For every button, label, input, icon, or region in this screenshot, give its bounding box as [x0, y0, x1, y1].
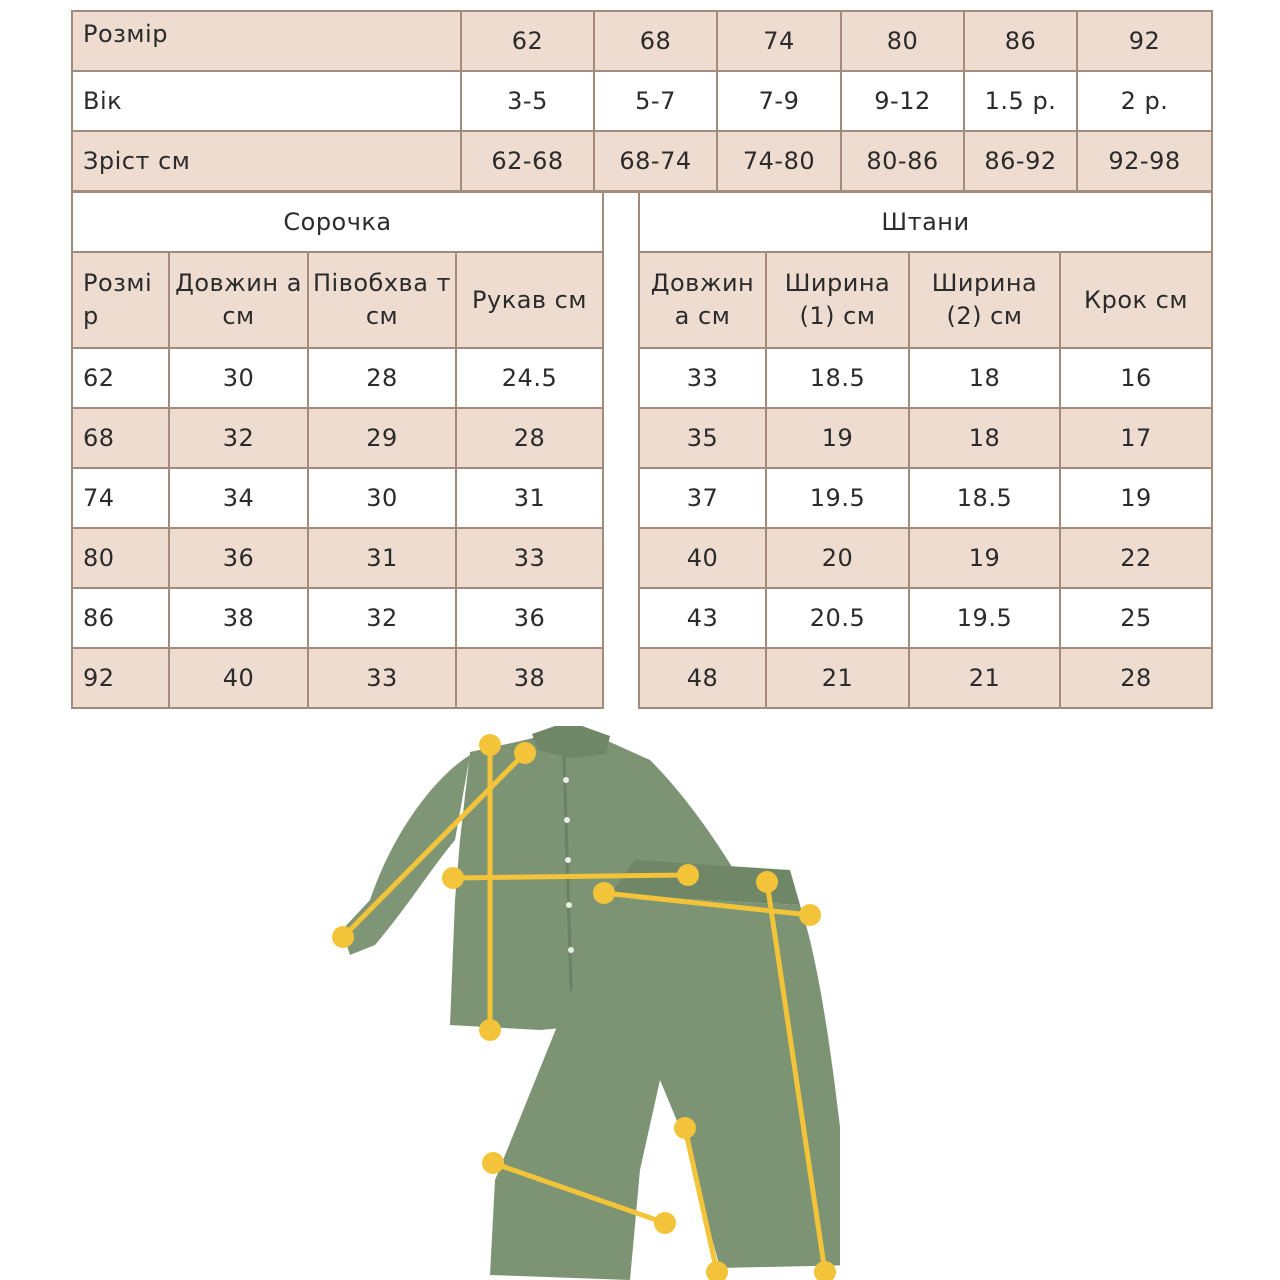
table-gap [603, 252, 639, 348]
marker-dot [593, 882, 615, 904]
age-cell: 7-9 [717, 71, 841, 131]
measurement-table [71, 251, 1213, 709]
shirt-sleeve-cell: 38 [456, 648, 603, 708]
table-gap [603, 408, 639, 468]
pants-crotch-cell: 19 [1060, 468, 1212, 528]
table-row [72, 468, 1212, 528]
pants-header-crotch: Крок см [1060, 252, 1212, 348]
size-row-label: Розмір [72, 11, 461, 71]
pants-crotch-cell: 22 [1060, 528, 1212, 588]
size-cell: 62 [461, 11, 594, 71]
pants-width-2-cell: 19 [909, 528, 1060, 588]
shirt-length-cell: 40 [169, 648, 308, 708]
height-row [72, 131, 1212, 191]
table-row [72, 588, 1212, 648]
marker-dot [332, 926, 354, 948]
shirt-header-size: Розмі р [72, 252, 169, 348]
table-gap [603, 348, 639, 408]
pants-header-length: Довжин а см [639, 252, 766, 348]
pants-width-1-cell: 20 [766, 528, 909, 588]
shirt-half-chest-cell: 28 [308, 348, 456, 408]
pants-length-cell: 37 [639, 468, 766, 528]
pants-length-cell: 35 [639, 408, 766, 468]
shirt-size-cell: 68 [72, 408, 169, 468]
pants-width-2-cell: 21 [909, 648, 1060, 708]
marker-dot [674, 1117, 696, 1139]
table-row [72, 648, 1212, 708]
shirt-half-chest-cell: 32 [308, 588, 456, 648]
height-cell: 86-92 [964, 131, 1077, 191]
shirt-header-length: Довжин а см [169, 252, 308, 348]
pants-section-title: Штани [639, 192, 1212, 252]
age-row-label: Вік [72, 71, 461, 131]
pants-crotch-cell: 17 [1060, 408, 1212, 468]
table-gap [603, 588, 639, 648]
shirt-button [564, 817, 570, 823]
shirt-section-title: Сорочка [72, 192, 603, 252]
age-row [72, 71, 1212, 131]
size-age-height-table [71, 10, 1213, 192]
shirt-length-cell: 38 [169, 588, 308, 648]
pants-width-1-cell: 20.5 [766, 588, 909, 648]
section-header-row [71, 191, 1213, 253]
shirt-left-sleeve [342, 755, 470, 955]
table-row [72, 408, 1212, 468]
marker-dot [677, 864, 699, 886]
pants-header-width-1: Ширина (1) см [766, 252, 909, 348]
marker-dot [654, 1212, 676, 1234]
shirt-sleeve-cell: 24.5 [456, 348, 603, 408]
shirt-size-cell: 86 [72, 588, 169, 648]
shirt-half-chest-cell: 31 [308, 528, 456, 588]
shirt-sleeve-cell: 36 [456, 588, 603, 648]
shirt-header-half-chest: Півобхва т см [308, 252, 456, 348]
shirt-chest-line [453, 875, 688, 878]
marker-dot [479, 1019, 501, 1041]
table-gap [603, 528, 639, 588]
shirt-sleeve-cell: 28 [456, 408, 603, 468]
height-cell: 62-68 [461, 131, 594, 191]
shirt-half-chest-cell: 33 [308, 648, 456, 708]
pants-length-cell: 40 [639, 528, 766, 588]
pants-width-1-cell: 18.5 [766, 348, 909, 408]
section-gap [603, 192, 639, 252]
garment-measurement-illustration [320, 720, 840, 1280]
marker-dot [756, 871, 778, 893]
pants-width-1-cell: 19.5 [766, 468, 909, 528]
size-cell: 74 [717, 11, 841, 71]
height-cell: 80-86 [841, 131, 964, 191]
size-cell: 80 [841, 11, 964, 71]
shirt-length-cell: 30 [169, 348, 308, 408]
age-cell: 9-12 [841, 71, 964, 131]
pants-crotch-cell: 28 [1060, 648, 1212, 708]
table-row [72, 348, 1212, 408]
height-cell: 74-80 [717, 131, 841, 191]
shirt-button [568, 947, 574, 953]
pants-width-1-cell: 19 [766, 408, 909, 468]
marker-dot [442, 867, 464, 889]
shirt-size-cell: 62 [72, 348, 169, 408]
shirt-sleeve-cell: 33 [456, 528, 603, 588]
marker-dot [799, 904, 821, 926]
shirt-size-cell: 74 [72, 468, 169, 528]
age-cell: 3-5 [461, 71, 594, 131]
pants-crotch-cell: 25 [1060, 588, 1212, 648]
size-cell: 86 [964, 11, 1077, 71]
pants-crotch-cell: 16 [1060, 348, 1212, 408]
marker-dot [482, 1152, 504, 1174]
shirt-half-chest-cell: 29 [308, 408, 456, 468]
measurement-header-row [72, 252, 1212, 348]
shirt-size-cell: 80 [72, 528, 169, 588]
height-cell: 68-74 [594, 131, 717, 191]
shirt-sleeve-cell: 31 [456, 468, 603, 528]
shirt-length-cell: 36 [169, 528, 308, 588]
height-cell: 92-98 [1077, 131, 1212, 191]
shirt-length-cell: 34 [169, 468, 308, 528]
pants-width-1-cell: 21 [766, 648, 909, 708]
size-row [72, 11, 1212, 71]
shirt-button [565, 857, 571, 863]
height-row-label: Зріст см [72, 131, 461, 191]
pants-length-cell: 48 [639, 648, 766, 708]
pants-length-cell: 43 [639, 588, 766, 648]
age-cell: 1.5 р. [964, 71, 1077, 131]
shirt-button [566, 902, 572, 908]
pants-width-2-cell: 19.5 [909, 588, 1060, 648]
age-cell: 2 р. [1077, 71, 1212, 131]
shirt-header-sleeve: Рукав см [456, 252, 603, 348]
table-gap [603, 468, 639, 528]
shirt-size-cell: 92 [72, 648, 169, 708]
shirt-half-chest-cell: 30 [308, 468, 456, 528]
pants-length-cell: 33 [639, 348, 766, 408]
pants-width-2-cell: 18 [909, 408, 1060, 468]
table-row [72, 528, 1212, 588]
shirt-length-cell: 32 [169, 408, 308, 468]
size-cell: 92 [1077, 11, 1212, 71]
pants-header-width-2: Ширина (2) см [909, 252, 1060, 348]
pants-width-2-cell: 18.5 [909, 468, 1060, 528]
table-gap [603, 648, 639, 708]
age-cell: 5-7 [594, 71, 717, 131]
shirt-button [563, 777, 569, 783]
pants-width-2-cell: 18 [909, 348, 1060, 408]
marker-dot [514, 742, 536, 764]
size-cell: 68 [594, 11, 717, 71]
marker-dot [479, 734, 501, 756]
